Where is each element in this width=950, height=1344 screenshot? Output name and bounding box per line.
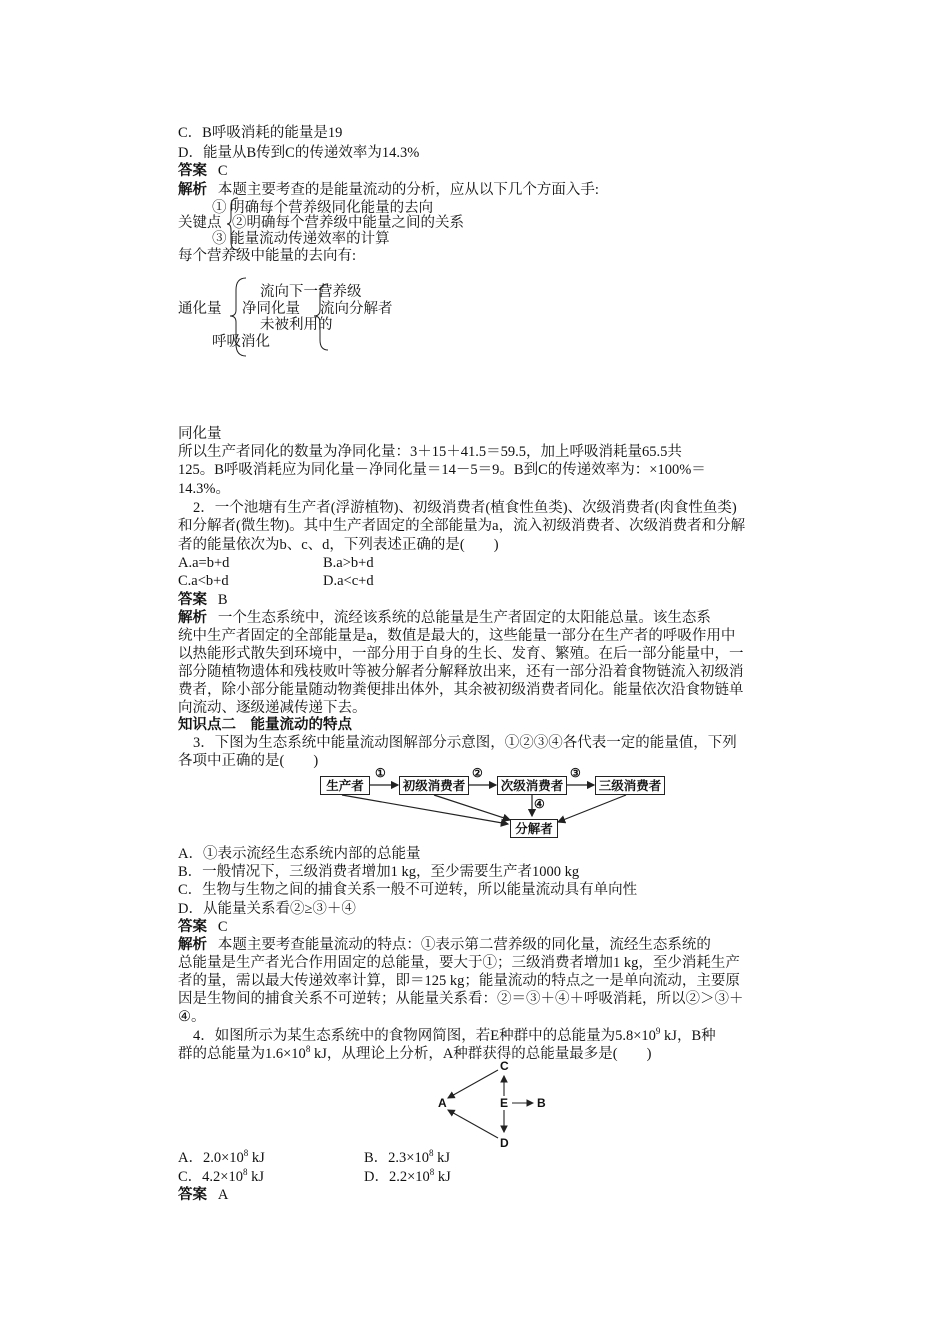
q2-stem-2: 和分解者(微生物)。其中生产者固定的全部能量为a，流入初级消费者、次级消费者和分解: [178, 518, 746, 534]
q4-stem-1-exponent: 9: [655, 1026, 661, 1037]
flow-label-2: ②: [472, 766, 483, 780]
answer-value: C: [217, 163, 228, 179]
tree-root: 通化量: [178, 301, 222, 317]
q3-analysis-3: 者的量，需以最大传递效率计算，即＝125 kg；能量流动的特点之一是单向流动，主要原: [178, 973, 740, 989]
decomposer-box: 分解者: [510, 819, 558, 838]
option-c-text: C．4.2×10: [178, 1169, 243, 1185]
q3-stem-2: 各项中正确的是( ): [178, 753, 319, 769]
q2-option-c: C.a<b+d: [178, 573, 229, 589]
secondary-consumer-box: 次级消费者: [497, 776, 567, 795]
q4-stem-2: [178, 1045, 651, 1063]
key-point-1: ① 明确每个营养级同化能量的去向: [212, 200, 434, 216]
q1-calc-1: 所以生产者同化的数量为净同化量：3＋15＋41.5＝59.5，加上呼吸消耗量65.5共: [178, 444, 682, 460]
tree-net: 净同化量: [242, 301, 300, 317]
answer-value: A: [217, 1187, 229, 1203]
q3-analysis-2: 总能量是生产者光合作用固定的总能量，要大于①；三级消费者增加1 kg，至少消耗生产: [178, 955, 740, 971]
tree-next-level: 流向下一营养级: [260, 284, 362, 300]
q4-stem-2-part-a: 群的总能量为1.6×10: [178, 1046, 306, 1062]
q4-option-c: [178, 1168, 264, 1186]
q2-analysis-4: 部分随植物遗体和残枝败叶等被分解者分解释放出来，还有一部分沿着食物链流入初级消: [178, 664, 744, 680]
analysis-text: 本题主要考查能量流动的特点：①表示第二营养级的同化量，流经生态系统的: [217, 937, 711, 953]
answer-label: 答案: [178, 919, 207, 935]
option-a-exponent: 8: [243, 1148, 249, 1159]
q3-option-b: B．一般情况下，三级消费者增加1 kg，至少需要生产者1000 kg: [178, 864, 580, 880]
option-b-exponent: 8: [428, 1148, 434, 1159]
q3-analysis-5: ④。: [178, 1009, 206, 1025]
q2-analysis-3: 以热能形式散失到环境中，一部分用于自身的生长、发育、繁殖。在后一部分能量中，一: [178, 646, 744, 662]
q3-analysis-4: 因是生物间的捕食关系不可逆转；从能量关系看：②＝③＋④＋呼吸消耗，所以②＞③＋: [178, 991, 744, 1007]
q2-stem-1: 2．一个池塘有生产者(浮游植物)、初级消费者(植食性鱼类)、次级消费者(肉食性鱼类): [193, 500, 737, 516]
q3-option-a: A．①表示流经生态系统内部的总能量: [178, 846, 421, 862]
q2-option-a: A.a=b+d: [178, 555, 230, 571]
node-c: C: [500, 1059, 509, 1073]
q3-option-d: D．从能量关系看②≥③＋④: [178, 901, 356, 917]
tertiary-consumer-box: 三级消费者: [595, 776, 665, 795]
q3-stem-1: 3．下图为生态系统中能量流动图解部分示意图，①②③④各代表一定的能量值，下列: [193, 735, 737, 751]
q2-option-d: D.a<c+d: [323, 573, 374, 589]
tree-unused: 未被利用的: [260, 317, 333, 333]
option-a-text: A．2.0×10: [178, 1150, 244, 1166]
answer-value: C: [217, 919, 228, 935]
node-d: D: [500, 1136, 509, 1150]
answer-label: 答案: [178, 163, 207, 179]
option-d-unit: kJ: [434, 1169, 451, 1185]
q2-answer: [178, 591, 228, 609]
answer-label: 答案: [178, 1187, 207, 1203]
flow-label-4: ④: [534, 797, 545, 811]
node-b: B: [537, 1096, 546, 1110]
node-a: A: [438, 1096, 447, 1110]
key-point-2: ②明确每个营养级中能量之间的关系: [232, 215, 464, 231]
q2-analysis-2: 统中生产者固定的全部能量是a，数值是最大的，这些能量一部分在生产者的呼吸作用中: [178, 628, 736, 644]
q3-answer: [178, 918, 228, 936]
key-point-brace: [226, 196, 240, 252]
q1-calc-3: 14.3%。: [178, 481, 230, 497]
q4-stem-1: [193, 1027, 716, 1045]
q4-stem-2-exponent: 8: [305, 1044, 311, 1055]
q4-stem-1-part-a: 4．如图所示为某生态系统中的食物网简图，若E种群中的总能量为5.8×10: [193, 1028, 656, 1044]
option-a-unit: kJ: [248, 1150, 265, 1166]
q1-calc-2: 125。B呼吸消耗应为同化量－净同化量＝14－5＝9。B到C的传递效率为：×100%＝: [178, 462, 706, 478]
q2-option-b: B.a>b+d: [323, 555, 374, 571]
q4-answer: [178, 1186, 228, 1204]
q2-analysis-1: [178, 609, 711, 627]
analysis-text: 本题主要考查的是能量流动的分析，应从以下几个方面入手:: [217, 182, 599, 198]
primary-consumer-box: 初级消费者: [399, 776, 469, 795]
producer-box: 生产者: [320, 776, 370, 795]
analysis-label: 解析: [178, 182, 207, 198]
option-c-exponent: 8: [242, 1167, 248, 1178]
q4-stem-1-part-b: kJ，B种: [660, 1028, 716, 1044]
analysis-text: 一个生态系统中，流经该系统的总能量是生产者固定的太阳能总量。该生态系: [217, 610, 711, 626]
option-c-unit: kJ: [247, 1169, 265, 1185]
key-point-label: 关键点: [178, 215, 222, 231]
q3-analysis-1: [178, 936, 711, 954]
flow-label-3: ③: [570, 766, 581, 780]
option-d-exponent: 8: [429, 1167, 435, 1178]
q1-option-d: D．能量从B传到C的传递效率为14.3%: [178, 145, 420, 161]
analysis-label: 解析: [178, 937, 207, 953]
analysis-label: 解析: [178, 610, 207, 626]
option-d-text: D．2.2×10: [364, 1169, 430, 1185]
q2-stem-3: 者的能量依次为b、c、d，下列表述正确的是( ): [178, 537, 499, 553]
answer-value: B: [217, 592, 228, 608]
option-b-unit: kJ: [433, 1150, 451, 1166]
q4-option-d: [364, 1168, 451, 1186]
assimilation-word: 同化量: [178, 426, 222, 442]
flow-intro: 每个营养级中能量的去向有:: [178, 248, 357, 264]
section-title: 知识点二 能量流动的特点: [178, 717, 352, 733]
answer-label: 答案: [178, 592, 207, 608]
q1-option-c: C．B呼吸消耗的能量是19: [178, 125, 343, 141]
q2-analysis-6: 向流动、逐级递减传递下去。: [178, 700, 367, 716]
key-point-3: ③ 能量流动传递效率的计算: [212, 231, 390, 247]
tree-decomposer: 流向分解者: [320, 301, 393, 317]
node-e: E: [500, 1096, 509, 1110]
q4-option-b: [364, 1149, 450, 1167]
q2-analysis-5: 费者，除小部分能量随动物粪便排出体外，其余被初级消费者同化。能量依次沿食物链单: [178, 682, 744, 698]
q1-analysis-intro: [178, 181, 599, 199]
option-b-text: B．2.3×10: [364, 1150, 429, 1166]
q1-answer: [178, 162, 228, 180]
q4-stem-2-part-b: kJ，从理论上分析，A种群获得的总能量最多是( ): [310, 1046, 652, 1062]
flow-label-1: ①: [375, 766, 386, 780]
tree-resp: 呼吸消化: [212, 334, 270, 350]
q4-option-a: [178, 1149, 265, 1167]
q3-option-c: C．生物与生物之间的捕食关系一般不可逆转，所以能量流动具有单向性: [178, 882, 638, 898]
